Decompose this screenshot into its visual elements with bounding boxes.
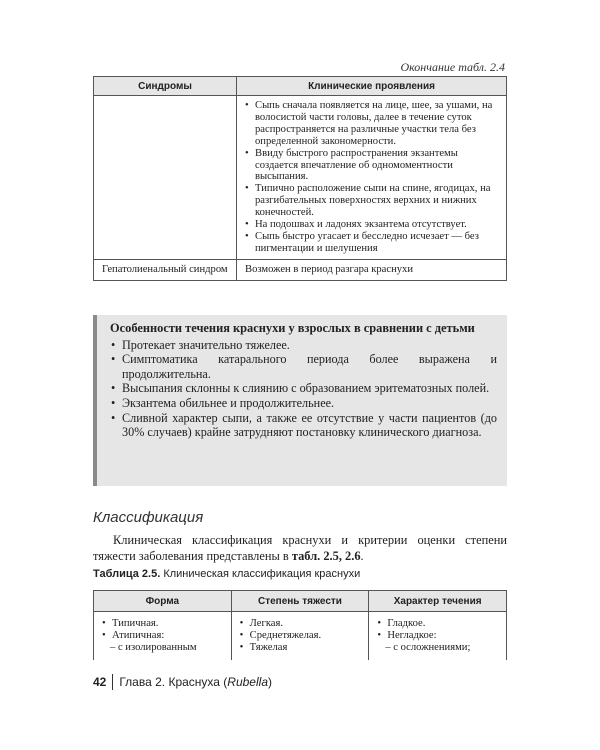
table-caption-text: Клиническая классификация краснухи	[163, 568, 361, 580]
footer-divider	[112, 674, 113, 690]
paragraph-text: Клиническая классификация краснухи и критерии оценки степени тяжести заболевания представлены в	[93, 533, 507, 563]
sub-item: – с изолированным	[102, 642, 223, 654]
header-syndromes: Синдромы	[94, 77, 237, 96]
list-item: • Типично расположение сыпи на спине, ягодицах, на разгибательных поверхностях верхних и нижних конечностей.	[245, 183, 498, 219]
page-footer	[93, 674, 272, 690]
body-paragraph	[93, 532, 507, 564]
chapter-title	[119, 675, 272, 689]
severity-cell	[231, 612, 369, 661]
header-severity: Степень тяжести	[231, 591, 369, 612]
list-item: • Симптоматика катарального периода более выражена и продолжительна.	[110, 352, 497, 381]
callout-title: Особенности течения краснухи у взрослых в сравнении с детьми	[110, 321, 475, 335]
table-header-row	[94, 591, 507, 612]
syndrome-cell: Гепатолиенальный синдром	[94, 259, 237, 280]
callout-content	[110, 321, 497, 440]
table-row	[94, 96, 507, 260]
rash-bullet-list	[245, 100, 498, 255]
list-item: • Негладкое:	[377, 630, 498, 642]
list-item: • Ввиду быстрого распространения экзантемы создается впечатление об одномоментности высыпания.	[245, 148, 498, 184]
severity-list	[240, 618, 361, 654]
manifestation-cell: Возможен в период разгара краснухи	[237, 259, 507, 280]
list-item: • Гладкое.	[377, 618, 498, 630]
table-row	[94, 259, 507, 280]
manifestations-cell	[237, 96, 507, 260]
course-cell	[369, 612, 507, 661]
callout-bullet-list	[110, 338, 497, 440]
form-list	[102, 618, 223, 642]
table-header-row	[94, 77, 507, 96]
list-item: • Протекает значительно тяжелее.	[110, 338, 497, 353]
list-item: • Среднетяжелая.	[240, 630, 361, 642]
chapter-latin-name: Rubella	[227, 675, 268, 689]
list-item: • Сливной характер сыпи, а также ее отсутствие у части пациентов (до 30% случаев) крайне затрудняют постановку клинического диагноза.	[110, 411, 497, 440]
callout-accent-bar	[93, 315, 97, 486]
list-item: • Тяжелая	[240, 642, 361, 654]
list-item: • Экзантема обильнее и продолжительнее.	[110, 396, 497, 411]
paragraph-end: .	[360, 549, 364, 563]
sub-item: – с осложнениями;	[377, 642, 498, 654]
header-form: Форма	[94, 591, 232, 612]
syndrome-cell-empty	[94, 96, 237, 260]
list-item: • Сыпь сначала появляется на лице, шее, за ушами, на волосистой части головы, далее в течение суток распространяется на различные участки тела без определенной закономерности.	[245, 100, 498, 148]
adults-features-callout	[93, 315, 507, 486]
table-continuation-label: Окончание табл. 2.4	[400, 60, 505, 74]
list-item: • Сыпь быстро угасает и бесследно исчезает — без пигментации и шелушения	[245, 231, 498, 255]
form-cell	[94, 612, 232, 661]
list-item: • На подошвах и ладонях экзантема отсутствует.	[245, 219, 498, 231]
table-caption	[93, 568, 360, 580]
table-caption-label: Таблица 2.5.	[93, 568, 161, 580]
table-reference: табл. 2.5, 2.6	[291, 549, 361, 563]
header-manifestations: Клинические проявления	[237, 77, 507, 96]
section-heading: Классификация	[93, 509, 204, 526]
classification-table	[93, 590, 507, 660]
course-list	[377, 618, 498, 642]
chapter-title-text: Глава 2. Краснуха (	[119, 675, 228, 689]
list-item: • Высыпания склонны к слиянию с образованием эритематозных полей.	[110, 381, 497, 396]
table-row	[94, 612, 507, 661]
chapter-title-end: )	[268, 675, 272, 689]
list-item: • Легкая.	[240, 618, 361, 630]
clinical-manifestations-table	[93, 76, 507, 281]
page-number: 42	[93, 675, 107, 689]
header-course: Характер течения	[369, 591, 507, 612]
list-item: • Атипичная:	[102, 630, 223, 642]
list-item: • Типичная.	[102, 618, 223, 630]
